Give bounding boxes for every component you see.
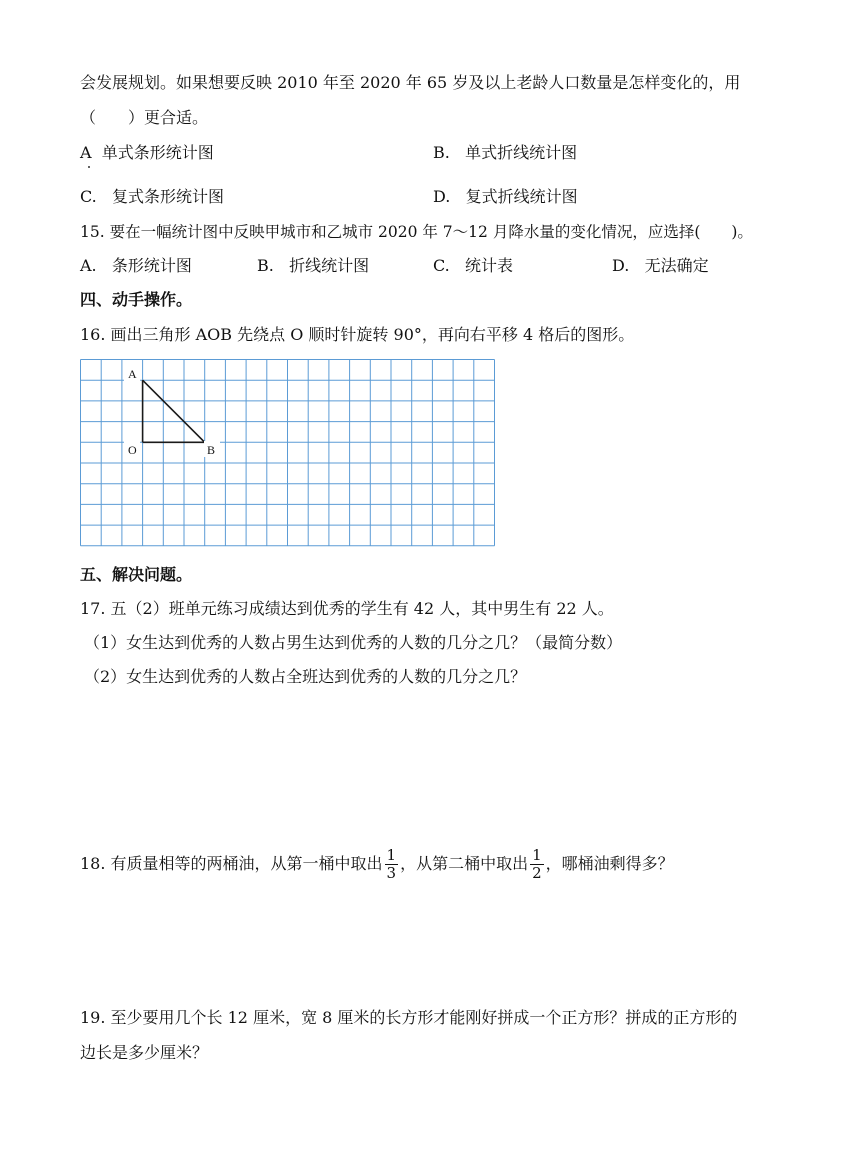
q14-option-d[interactable] xyxy=(433,186,578,208)
q14-option-b[interactable] xyxy=(433,142,577,164)
fraction-numerator: 1 xyxy=(532,846,542,864)
option-label: A. xyxy=(80,256,97,275)
q14-text-line2: （ ）更合适。 xyxy=(80,108,209,127)
option-label: C. xyxy=(80,187,97,206)
q17-sub1: （1）女生达到优秀的人数占男生达到优秀的人数的几分之几？（最简分数） xyxy=(84,633,623,652)
fraction-one-third xyxy=(385,847,399,882)
option-text: 统计表 xyxy=(465,256,514,275)
q19-text-line1: 19. 至少要用几个长 12 厘米，宽 8 厘米的长方形才能刚好拼成一个正方形？拼成的正方形的 xyxy=(80,1008,738,1027)
option-text: 折线统计图 xyxy=(289,256,370,275)
grid-figure xyxy=(80,359,498,553)
q14-option-c[interactable] xyxy=(80,186,224,208)
option-label: B. xyxy=(433,143,450,162)
q16-text: 16. 画出三角形 AOB 先绕点 O 顺时针旋转 90°，再向右平移 4 格后的图形。 xyxy=(80,325,635,344)
option-text: 单式条形统计图 xyxy=(101,143,214,162)
option-text: 条形统计图 xyxy=(111,256,192,275)
q18-part2: ，从第二桶中取出 xyxy=(400,854,529,873)
option-label: A xyxy=(80,143,92,162)
option-label: B. xyxy=(257,256,274,275)
q15-option-a[interactable] xyxy=(80,255,192,277)
option-label: D. xyxy=(612,256,630,275)
label-b: B xyxy=(207,443,216,457)
q17-sub2: （2）女生达到优秀的人数占全班达到优秀的人数的几分之几？ xyxy=(84,667,527,686)
q15-option-d[interactable] xyxy=(612,255,709,277)
grid-svg xyxy=(80,359,498,549)
option-text: 无法确定 xyxy=(644,256,709,275)
q18-text xyxy=(80,846,674,882)
option-text: 单式折线统计图 xyxy=(465,143,578,162)
q15-text: 15. 要在一幅统计图中反映甲城市和乙城市 2020 年 7～12 月降水量的变化情况，应选择( )。 xyxy=(80,223,753,241)
option-text: 复式条形统计图 xyxy=(112,187,225,206)
label-o: O xyxy=(128,443,137,457)
option-label: C. xyxy=(433,256,450,275)
triangle-side-ab xyxy=(143,380,205,442)
q18-part3: ，哪桶油剩得多？ xyxy=(545,854,674,873)
triangle-aob xyxy=(143,380,205,442)
q17-text: 17. 五（2）班单元练习成绩达到优秀的学生有 42 人，其中男生有 22 人。 xyxy=(80,599,614,618)
q14-option-a[interactable] xyxy=(80,142,214,164)
fraction-numerator: 1 xyxy=(386,846,397,864)
option-text: 复式折线统计图 xyxy=(465,187,578,206)
q18-part1: 18. 有质量相等的两桶油，从第一桶中取出 xyxy=(80,854,383,873)
q14-text-line1: 会发展规划。如果想要反映 2010 年至 2020 年 65 岁及以上老龄人口数量是怎样变化的，用 xyxy=(80,73,741,92)
q15-option-c[interactable] xyxy=(433,255,513,277)
q15-option-b[interactable] xyxy=(257,255,369,277)
section-title-5: 五、解决问题。 xyxy=(80,565,193,584)
q19-text-line2: 边长是多少厘米？ xyxy=(80,1043,209,1062)
fraction-denominator: 3 xyxy=(386,864,397,882)
fraction-one-half xyxy=(530,847,544,882)
fraction-denominator: 2 xyxy=(532,864,542,882)
stray-dot xyxy=(88,166,90,168)
option-label: D. xyxy=(433,187,451,206)
section-title-4: 四、动手操作。 xyxy=(80,290,193,309)
label-a: A xyxy=(128,367,137,381)
